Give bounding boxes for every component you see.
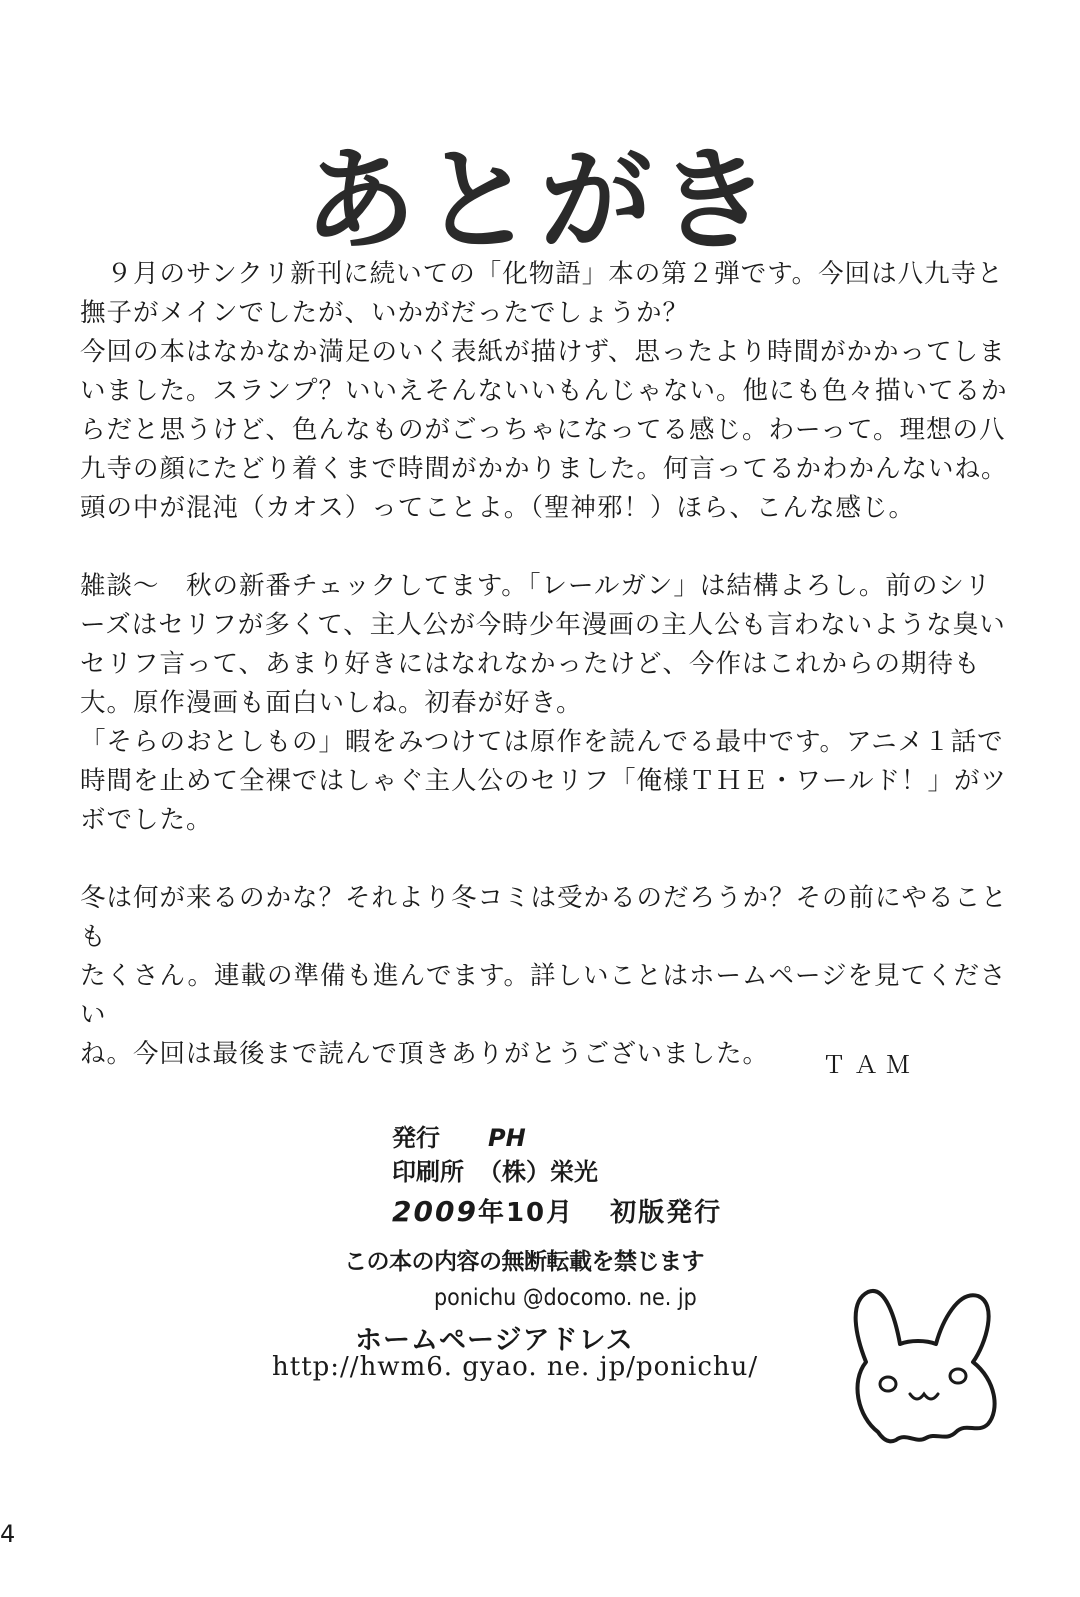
author-signature: ＴＡＭ (822, 1051, 918, 1079)
date-row (392, 1192, 722, 1229)
date-year-unit: 年 (477, 1198, 506, 1228)
paragraph-closing: 冬は何が来るのかな？それより冬コミは受かるのだろうか？その前にやることも たくさん。連載の準備も進んでます。詳しいことはホームページを見てください ね。今回は最後まで読んで頂きありがとうございました。 (80, 883, 1008, 1069)
printer-value: （株）栄光 (478, 1158, 598, 1186)
date-year: 2009 (392, 1195, 478, 1228)
page-number: 4 (0, 1520, 16, 1548)
date-edition: 初版発行 (610, 1198, 723, 1228)
paragraph-intro: ９月のサンクリ新刊に続いての「化物語」本の第２弾です。今回は八九寺と 撫子がメインでしたが、いかがだったでしょうか？ 今回の本はなかなか満足のいく表紙が描けず、思ったより時間がかかってしま いました。スランプ？いいえそんないいもんじゃない。他にも色々描いてるか らだと思うけど、色んなものがごっちゃになってる感じ。わーって。理想の八 九寺の顔にたどり着くまで時間がかかりました。何言ってるかわかんないね。 頭の中が混沌（カオス）ってことよ。（聖神邪！）ほら、こんな感じ。 (80, 259, 1008, 523)
paragraph-chat: 雑談～ 秋の新番チェックしてます。「レールガン」は結構よろし。前のシリ ーズはセリフが多くて、主人公が今時少年漫画の主人公も言わないような臭い セリフ言って、あまり好きにはなれなかったけど、今作はこれからの期待も 大。原作漫画も面白いしね。初春が好き。 「そらのおとしもの」暇をみつけては原作を読んでる最中です。アニメ１話で 時間を止めて全裸ではしゃぐ主人公のセリフ「俺様ＴＨＥ・ワールド！」がツ ボでした。 (80, 571, 1007, 835)
publisher-value: PH (488, 1124, 526, 1152)
contact-email: ponichu @docomo. ne. jp (434, 1285, 697, 1311)
copyright-notice: この本の内容の無断転載を禁じます (344, 1249, 704, 1275)
homepage-label: ホームページアドレス (355, 1325, 634, 1356)
homepage-url: http://hwm6. gyao. ne. jp/ponichu/ (272, 1352, 759, 1382)
printer-label: 印刷所 (392, 1158, 464, 1186)
date-month: 10月 (505, 1198, 575, 1228)
publisher-label: 発行 (392, 1124, 440, 1152)
printer-row (392, 1152, 598, 1187)
rabbit-mascot-icon (838, 1282, 1008, 1462)
page-title: あとがき (304, 136, 776, 267)
publisher-row (392, 1118, 526, 1153)
